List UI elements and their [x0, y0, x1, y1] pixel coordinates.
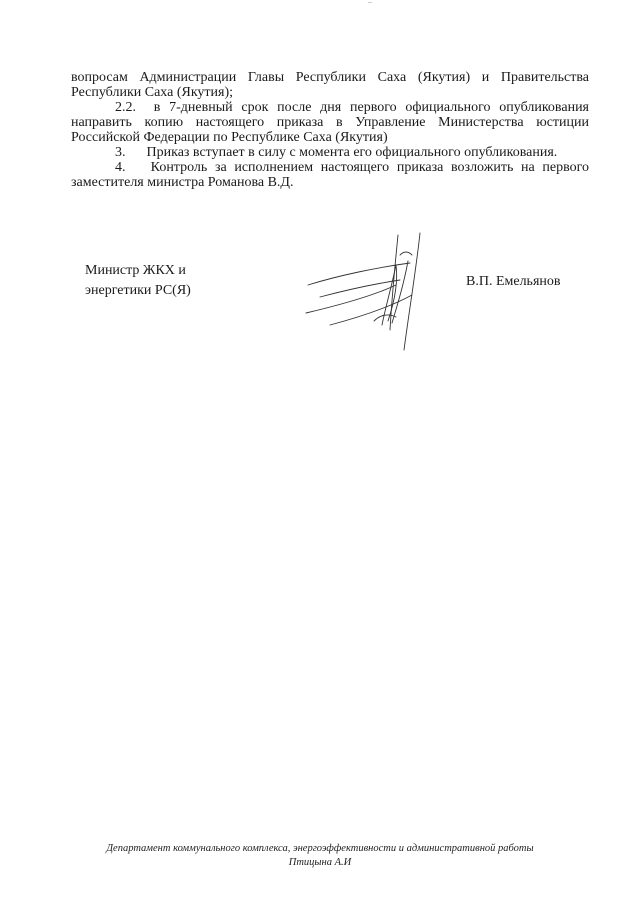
list-item-3	[71, 145, 589, 160]
item-text: Приказ вступает в силу с момента его официального опубликования.	[146, 145, 558, 160]
signatory-name: В.П. Емельянов	[466, 274, 561, 289]
signatory-title-line2: энергетики РС(Я)	[85, 283, 191, 298]
scan-mark	[368, 2, 372, 3]
signature-icon	[300, 225, 460, 355]
footer-executor: Птицына А.И	[288, 857, 352, 868]
footer	[0, 842, 640, 870]
item-text: в 7-дневный срок после дня первого официального опубликования направить копию настоящего приказа в Управление Министерства юстиции Российской Федерации по Республике Саха (Якутия)	[71, 100, 589, 145]
signatory-title	[85, 261, 191, 301]
item-number: 2.2.	[115, 100, 136, 115]
item-text: Контроль за исполнением настоящего приказа возложить на первого заместителя министра Романова В.Д.	[71, 160, 590, 190]
item-number: 4.	[115, 160, 126, 175]
list-item-2-2	[71, 100, 589, 145]
list-item-4	[71, 160, 589, 190]
item-number: 3.	[115, 145, 126, 160]
document-body	[71, 70, 589, 190]
footer-department: Департамент коммунального комплекса, энергоэффективности и административной работы	[106, 843, 534, 854]
signature-block	[0, 261, 640, 381]
signatory-title-line1: Министр ЖКХ и	[85, 263, 186, 278]
continuation-paragraph: вопросам Администрации Главы Республики Саха (Якутия) и Правительства Республики Саха (Якутия);	[71, 70, 589, 100]
